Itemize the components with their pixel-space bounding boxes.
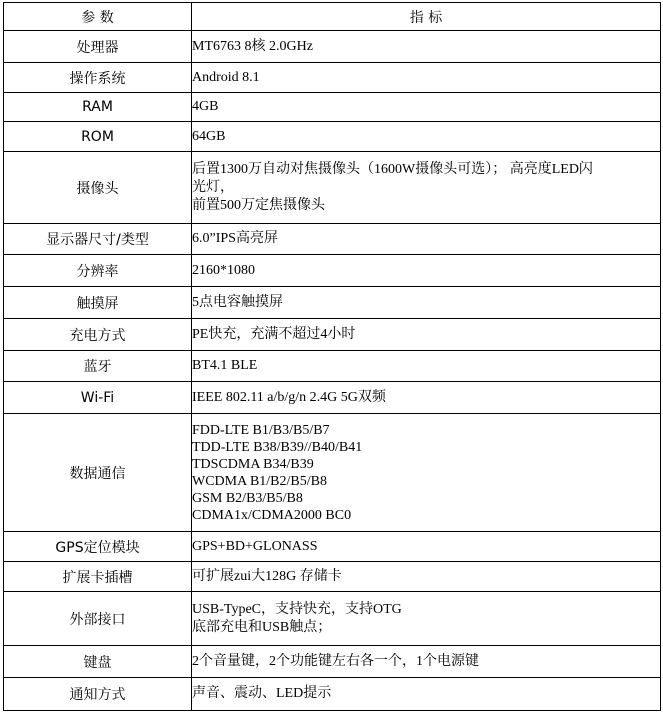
- row-value: GPS+BD+GLONASS: [192, 532, 661, 562]
- header-param: 参 数: [4, 3, 192, 31]
- row-value: USB-TypeC，支持快充，支持OTG 底部充电和USB触点；: [192, 592, 661, 646]
- row-key: RAM: [4, 93, 192, 122]
- table-row: [4, 532, 661, 562]
- table-row: [4, 287, 661, 319]
- row-value: FDD-LTE B1/B3/B5/B7 TDD-LTE B38/B39//B40/B41 TDSCDMA B34/B39 WCDMA B1/B2/B5/B8 GSM B2/B3/B5/B8 CDMA1x/CDMA2000 BC0: [192, 414, 661, 532]
- row-key: Wi-Fi: [4, 382, 192, 414]
- row-value: 64GB: [192, 122, 661, 152]
- table-row: [4, 592, 661, 646]
- row-key: GPS定位模块: [4, 532, 192, 562]
- row-value: 可扩展zui大128G 存储卡: [192, 562, 661, 592]
- row-value: PE快充，充满不超过4小时: [192, 319, 661, 351]
- table-row: [4, 152, 661, 224]
- table-row: [4, 414, 661, 532]
- row-key: 数据通信: [4, 414, 192, 532]
- row-value: 后置1300万自动对焦摄像头（1600W摄像头可选）； 高亮度LED闪 光灯， 前置500万定焦摄像头: [192, 152, 661, 224]
- row-value: 4GB: [192, 93, 661, 122]
- row-key: 触摸屏: [4, 287, 192, 319]
- row-key: 操作系统: [4, 63, 192, 93]
- table-row: [4, 63, 661, 93]
- row-value: 6.0”IPS高亮屏: [192, 224, 661, 255]
- row-key: 分辨率: [4, 255, 192, 287]
- row-value: Android 8.1: [192, 63, 661, 93]
- table-row: [4, 678, 661, 711]
- table-row: [4, 122, 661, 152]
- row-value: MT6763 8核 2.0GHz: [192, 31, 661, 63]
- row-key: 通知方式: [4, 678, 192, 711]
- row-key: ROM: [4, 122, 192, 152]
- row-key: 处理器: [4, 31, 192, 63]
- row-key: 显示器尺寸/类型: [4, 224, 192, 255]
- table-row: [4, 351, 661, 382]
- table-row: [4, 319, 661, 351]
- row-value: 声音、震动、LED提示: [192, 678, 661, 711]
- row-value: BT4.1 BLE: [192, 351, 661, 382]
- table-row: [4, 255, 661, 287]
- row-value: 2160*1080: [192, 255, 661, 287]
- table-row: [4, 93, 661, 122]
- header-spec: 指 标: [192, 3, 661, 31]
- table-row: [4, 382, 661, 414]
- table-row: [4, 224, 661, 255]
- row-key: 蓝牙: [4, 351, 192, 382]
- table-row: [4, 31, 661, 63]
- row-key: 键盘: [4, 646, 192, 678]
- table-row: [4, 646, 661, 678]
- row-value: 2个音量键，2个功能键左右各一个，1个电源键: [192, 646, 661, 678]
- table-row: [4, 562, 661, 592]
- row-key: 外部接口: [4, 592, 192, 646]
- row-value: IEEE 802.11 a/b/g/n 2.4G 5G双频: [192, 382, 661, 414]
- row-key: 充电方式: [4, 319, 192, 351]
- row-value: 5点电容触摸屏: [192, 287, 661, 319]
- spec-table: [3, 2, 661, 711]
- table-header-row: [4, 3, 661, 31]
- row-key: 摄像头: [4, 152, 192, 224]
- row-key: 扩展卡插槽: [4, 562, 192, 592]
